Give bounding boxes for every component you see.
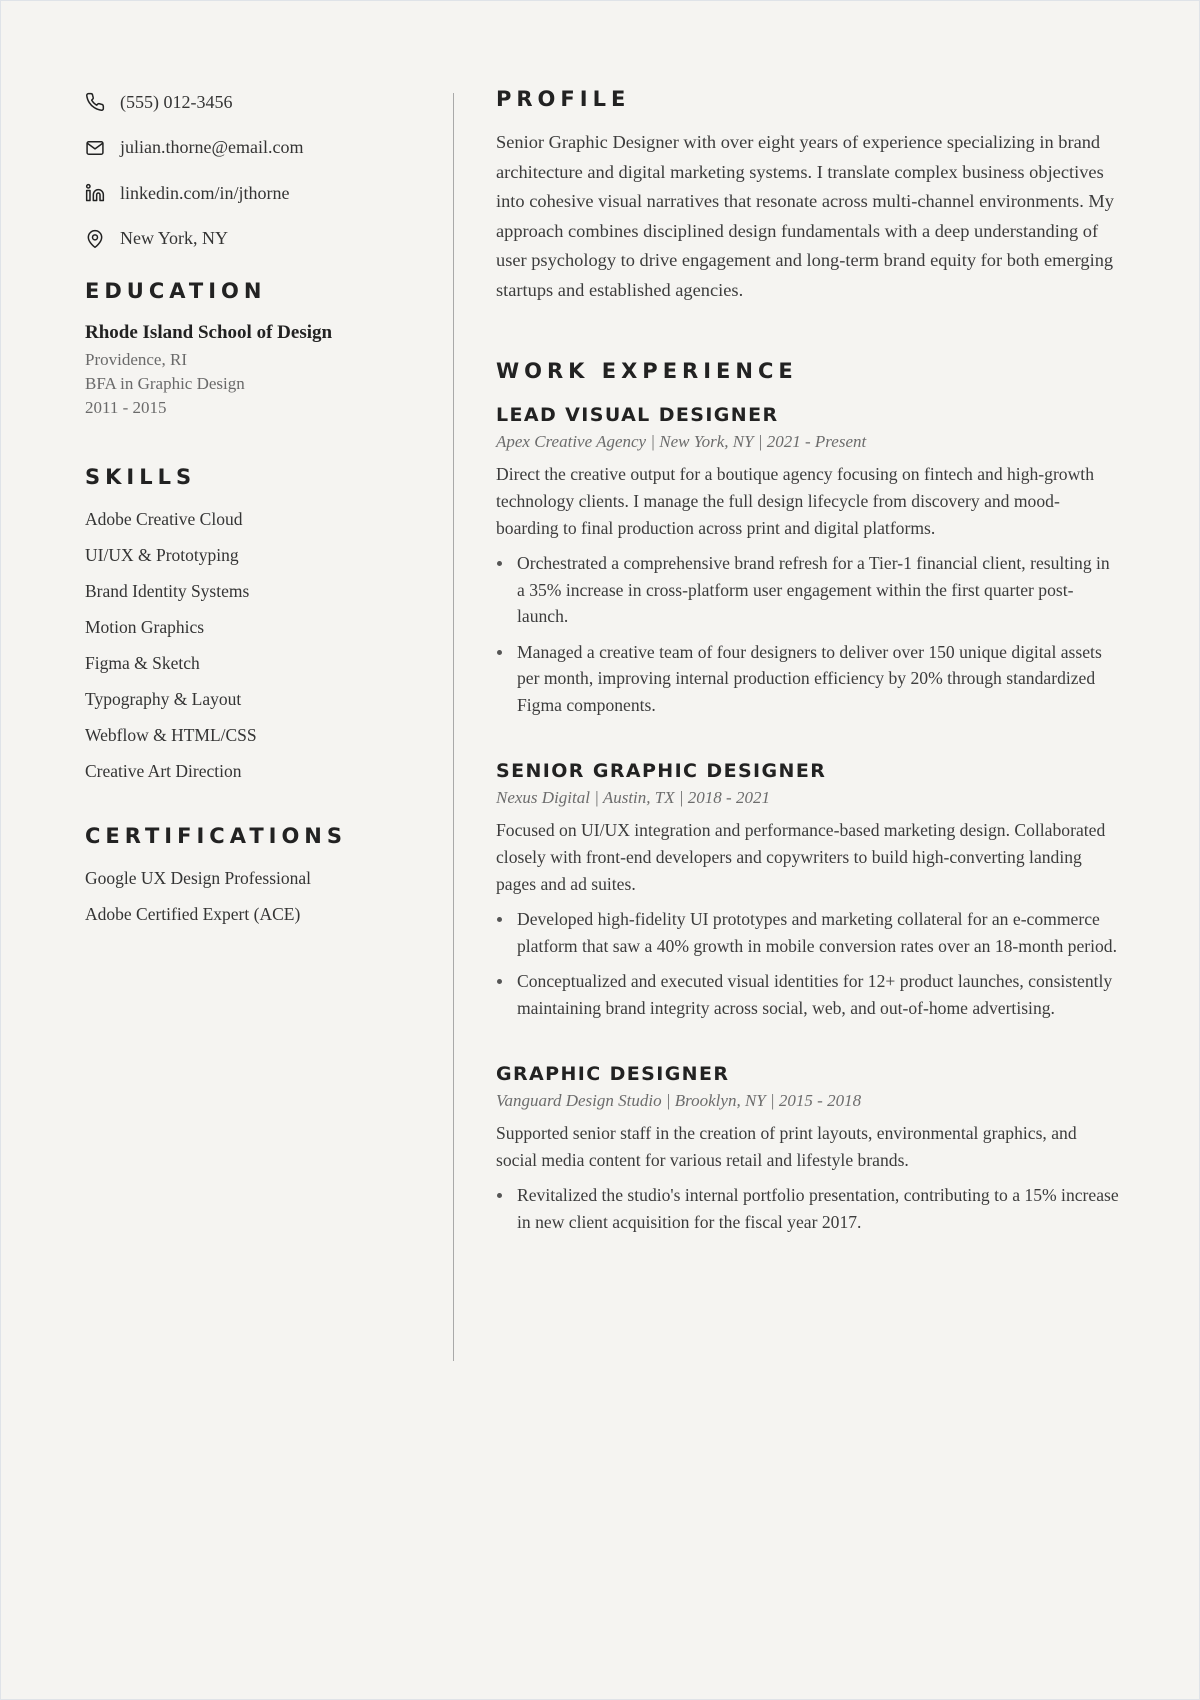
- certifications-list: [85, 866, 405, 926]
- education-degree: BFA in Graphic Design: [85, 373, 245, 393]
- achievement-item: Conceptualized and executed visual identities for 12+ product launches, consistently maintaining brand integrity across social, web, and out-of-home advertising.: [496, 968, 1121, 1021]
- contact-location: [85, 226, 405, 252]
- skill-item: Typography & Layout: [85, 688, 242, 709]
- job-achievements: [496, 550, 1121, 718]
- contact-location-text: New York, NY: [120, 228, 229, 248]
- job-meta: Vanguard Design Studio | Brooklyn, NY | 2015 - 2018: [496, 1091, 862, 1110]
- contact-linkedin: [85, 180, 405, 206]
- skill-item: Brand Identity Systems: [85, 580, 250, 601]
- skill-item: Figma & Sketch: [85, 652, 200, 673]
- certification-item: Adobe Certified Expert (ACE): [85, 903, 301, 924]
- contact-list: [85, 89, 405, 252]
- job-title: LEAD VISUAL DESIGNER: [496, 404, 779, 426]
- skill-item: Creative Art Direction: [85, 760, 242, 781]
- phone-icon: [85, 92, 105, 112]
- sidebar: [85, 89, 405, 938]
- mail-icon: [85, 138, 105, 158]
- job-description: Focused on UI/UX integration and performance-based marketing design. Collaborated closely with front-end developers and copywriters to build high-converting landing pages and ad suites.: [496, 820, 1106, 894]
- contact-linkedin-text: linkedin.com/in/jthorne: [120, 182, 290, 203]
- contact-phone: [85, 89, 405, 115]
- job-entry: [496, 758, 1121, 1021]
- job-achievements: [496, 1182, 1121, 1235]
- linkedin-icon: [85, 183, 105, 203]
- profile-summary: Senior Graphic Designer with over eight years of experience specializing in brand architecture and digital marketing systems. I translate complex business objectives into cohesive visual narratives that resonate across multi-channel environments. My approach combines disciplined design fundamentals with a deep understanding of user psychology to drive engagement and long-term brand equity for both emerging startups and established agencies.: [496, 132, 1114, 300]
- location-pin-icon: [85, 229, 105, 249]
- contact-email-text: julian.thorne@email.com: [120, 137, 304, 157]
- job-title: SENIOR GRAPHIC DESIGNER: [496, 760, 827, 782]
- achievement-item: Managed a creative team of four designers to deliver over 150 unique digital assets per month, improving internal production efficiency by 20% through standardized Figma components.: [496, 639, 1121, 719]
- certifications-heading: CERTIFICATIONS: [85, 823, 348, 848]
- skills-section: [85, 464, 405, 783]
- achievement-item: Revitalized the studio's internal portfolio presentation, contributing to a 15% increase in new client acquisition for the fiscal year 2017.: [496, 1182, 1121, 1235]
- education-heading: EDUCATION: [85, 278, 267, 303]
- education-section: [85, 278, 405, 420]
- work-experience-heading: WORK EXPERIENCE: [496, 359, 798, 383]
- skill-item: UI/UX & Prototyping: [85, 544, 239, 565]
- job-entry: [496, 402, 1121, 718]
- profile-section: [496, 89, 1121, 305]
- skills-heading: SKILLS: [85, 464, 197, 489]
- job-description: Supported senior staff in the creation of print layouts, environmental graphics, and social media content for various retail and lifestyle brands.: [496, 1123, 1077, 1170]
- education-years: 2011 - 2015: [85, 397, 167, 417]
- profile-heading: PROFILE: [496, 87, 631, 111]
- resume-page: [1, 1, 1199, 1699]
- job-description: Direct the creative output for a boutique agency focusing on fintech and high-growth technology clients. I manage the full design lifecycle from discovery and mood-boarding to final production across print and digital platforms.: [496, 464, 1094, 538]
- contact-phone-text: (555) 012-3456: [120, 91, 233, 112]
- job-entry: [496, 1061, 1121, 1235]
- certification-item: Google UX Design Professional: [85, 867, 312, 888]
- certifications-section: [85, 823, 405, 926]
- job-achievements: [496, 906, 1121, 1021]
- achievement-item: Developed high-fidelity UI prototypes and marketing collateral for an e-commerce platform that saw a 40% growth in mobile conversion rates over an 18-month period.: [496, 906, 1121, 959]
- column-divider: [453, 93, 454, 1361]
- education-location: Providence, RI: [85, 349, 187, 369]
- job-meta: Nexus Digital | Austin, TX | 2018 - 2021: [496, 788, 770, 807]
- education-school: Rhode Island School of Design: [85, 321, 333, 343]
- skills-list: [85, 507, 405, 783]
- job-meta: Apex Creative Agency | New York, NY | 2021 - Present: [496, 432, 867, 451]
- main-content: [496, 89, 1121, 1244]
- work-experience-section: [496, 361, 1121, 1235]
- achievement-item: Orchestrated a comprehensive brand refresh for a Tier-1 financial client, resulting in a 35% increase in cross-platform user engagement within the first quarter post-launch.: [496, 550, 1121, 630]
- job-title: GRAPHIC DESIGNER: [496, 1063, 730, 1085]
- skill-item: Webflow & HTML/CSS: [85, 724, 257, 745]
- skill-item: Motion Graphics: [85, 616, 205, 637]
- skill-item: Adobe Creative Cloud: [85, 508, 243, 529]
- contact-email: [85, 135, 405, 161]
